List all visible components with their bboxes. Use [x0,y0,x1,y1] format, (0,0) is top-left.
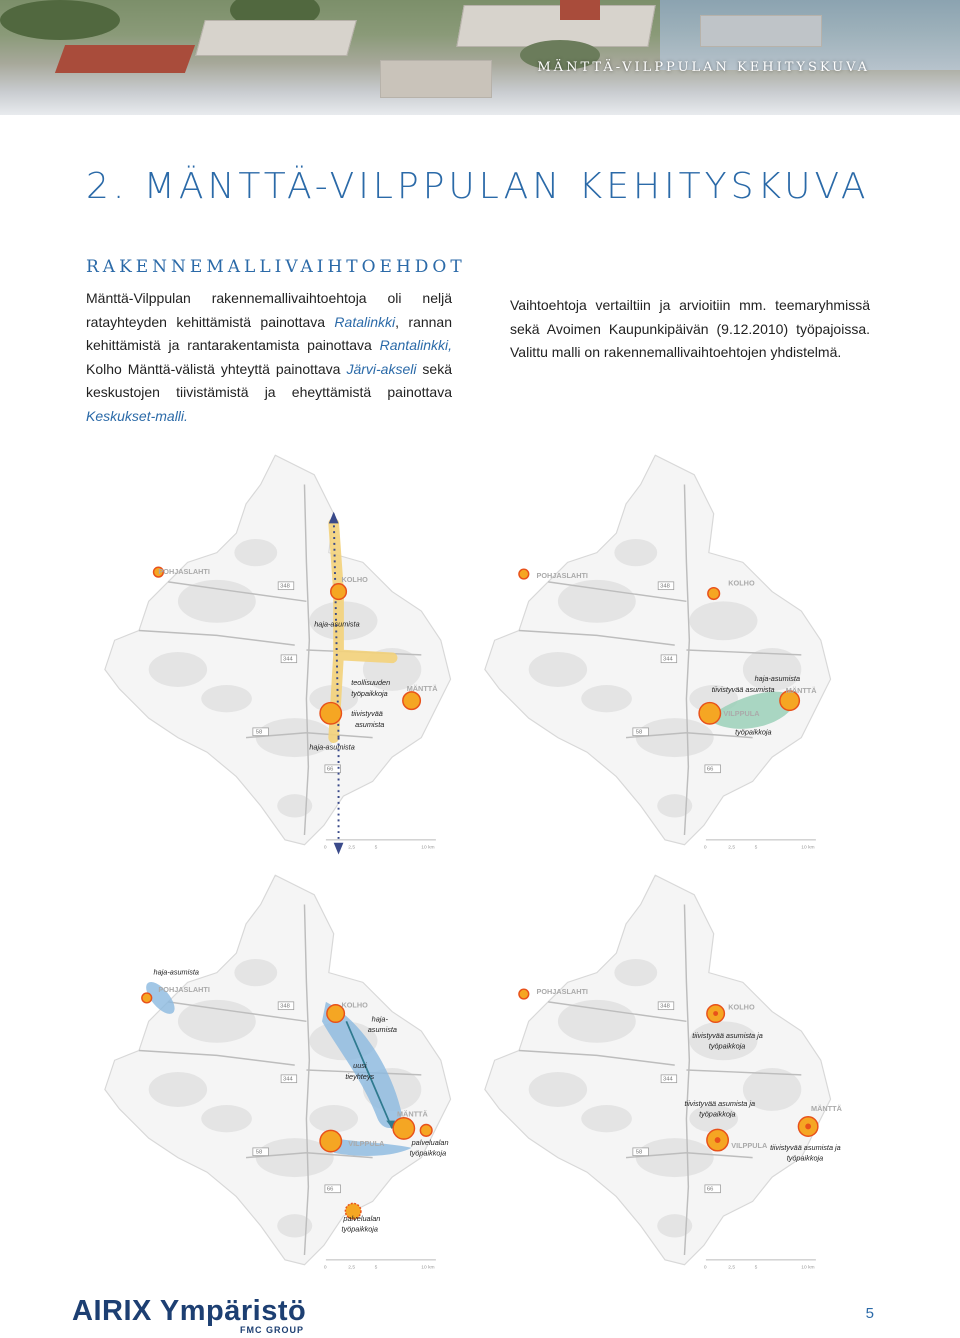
place-vilppula: VILPPULA [731,1140,768,1150]
scale-label: 0 [703,845,707,851]
tree [0,0,120,40]
scale-label: 2,5 [728,1265,736,1271]
map-label: haja-asumista [754,674,801,684]
logo-text: AIRIX Ympäristö [72,1295,307,1327]
road-label: 348 [280,583,290,590]
place-pohjaslahti: POHJASLAHTI [536,570,588,580]
road-label: 348 [280,1003,290,1010]
map-label: asumista [355,719,385,729]
scale-label: 2,5 [728,845,736,851]
map-label: haja-asumista [153,967,199,977]
text: , rannan kehittämistä ja rantarakentamista painottava [86,313,452,354]
map-keskukset [480,860,850,1280]
road-label: 344 [663,1076,673,1083]
place-kolho: KOLHO [728,578,755,588]
map-label: työpaikkoja [351,688,388,698]
map-label: haja-asumista [309,742,355,752]
scale-label: 0 [323,845,327,851]
road-label: 66 [706,1186,714,1193]
place-kolho: KOLHO [341,1000,368,1010]
scale-label: 10 km [801,1265,815,1271]
road-label: 348 [660,1003,670,1010]
text: Mänttä-Vilppulan rakennemallivaihtoehtoja oli neljä ratayhteyden kehittämistä painottava [86,290,452,330]
road-label: 58 [255,1149,263,1156]
map-label: työpaikkoja [786,1153,824,1163]
building-roof [560,0,600,20]
map-label: asumista [367,1025,397,1035]
model-keskukset: Keskukset-malli. [86,407,188,424]
scale-label: 5 [374,845,378,851]
map-label: tiivistyvää asumista ja [770,1142,841,1152]
map-label: työpaikkoja [341,1224,378,1234]
map-jarvi-akseli [100,860,470,1280]
road-label: 344 [283,656,293,663]
scale-bar [324,1260,436,1271]
map-label: tiivistyvää asumista [711,684,775,694]
airix-logo [72,1295,307,1335]
text: Kolho Mänttä-välistä yhteyttä painottava [86,360,347,377]
map-label: työpaikkoja [708,1041,746,1051]
place-vilppula: VILPPULA [723,709,760,719]
logo-subtext: FMC GROUP [240,1325,304,1335]
running-title: MÄNTTÄ-VILPPULAN KEHITYSKUVA [537,60,870,75]
building [700,15,822,47]
scale-label: 0 [323,1265,327,1271]
scale-label: 0 [703,1265,707,1271]
map-label: uusi [353,1061,367,1071]
map-label: tieyhteys [345,1071,375,1081]
model-rantalinkki: Rantalinkki, [379,337,452,354]
place-pohjaslahti: POHJASLAHTI [158,985,210,995]
scale-bar [704,1260,816,1271]
map-label: teollisuuden [351,678,391,688]
scale-label: 5 [374,1265,378,1271]
building-roof [55,45,195,73]
map-label: palvelualan [343,1213,381,1223]
map-ratalinkki [100,440,470,860]
scale-label: 5 [754,845,758,851]
road-label: 66 [706,766,714,773]
place-kolho: KOLHO [341,574,368,584]
map-label: työpaikkoja [409,1148,447,1158]
page-title: 2. MÄNTTÄ-VILPPULAN KEHITYSKUVA [86,166,870,207]
evaluation-paragraph: Vaihtoehtoja vertailtiin ja arvioitiin mm. teemaryhmissä sekä Avoimen Kaupunkipäivän (9.12.2010) työpajoissa. Valittu malli on rakennemallivaihtoehtojen yhdistelmä. [510,297,870,361]
road-label: 58 [635,729,643,736]
page-number: 5 [865,1305,874,1322]
place-mantta: MÄNTTÄ [406,683,438,693]
scale-label: 5 [754,1265,758,1271]
map-label: työpaikkoja [735,727,772,737]
place-vilppula: VILPPULA [348,1138,385,1148]
map-label: tiivistyvää [351,709,383,719]
scale-label: 2,5 [348,845,356,851]
map-label: haja- [371,1014,388,1024]
scale-label: 10 km [421,1265,435,1271]
map-label: tiivistyvää asumista ja [692,1030,763,1040]
map-label: haja-asumista [314,619,360,629]
scale-label: 2,5 [348,1265,356,1271]
map-rantalinkki [480,440,850,860]
place-kolho: KOLHO [728,1002,755,1012]
road-label: 344 [663,656,673,663]
place-mantta: MÄNTTÄ [785,685,817,695]
section-subheading: RAKENNEMALLIVAIHTOEHDOT [86,257,466,277]
model-jarvi-akseli: Järvi-akseli [346,360,417,377]
road-label: 66 [326,1186,334,1193]
map-label: työpaikkoja [699,1109,736,1119]
scale-bar [704,840,816,851]
intro-paragraph [86,287,452,429]
scale-label: 10 km [801,845,815,851]
road-label: 348 [660,583,670,590]
road-label: 58 [635,1149,643,1156]
map-label: tiivistyvää asumista ja [684,1099,756,1109]
place-pohjaslahti: POHJASLAHTI [536,987,588,997]
place-mantta: MÄNTTÄ [811,1103,842,1113]
model-ratalinkki: Ratalinkki [334,313,396,330]
building [195,20,357,56]
place-pohjaslahti: POHJASLAHTI [158,567,210,577]
aerial-photo-banner [0,0,960,115]
map-label: palvelualan [411,1137,449,1147]
text: sekä keskustojen tiivistämistä ja eheyttämistä painottava [86,360,452,401]
road-label: 58 [255,729,263,736]
scale-label: 10 km [421,845,435,851]
building [380,60,492,98]
road-label: 344 [283,1076,293,1083]
place-mantta: MÄNTTÄ [396,1109,428,1119]
road-label: 66 [326,766,334,773]
